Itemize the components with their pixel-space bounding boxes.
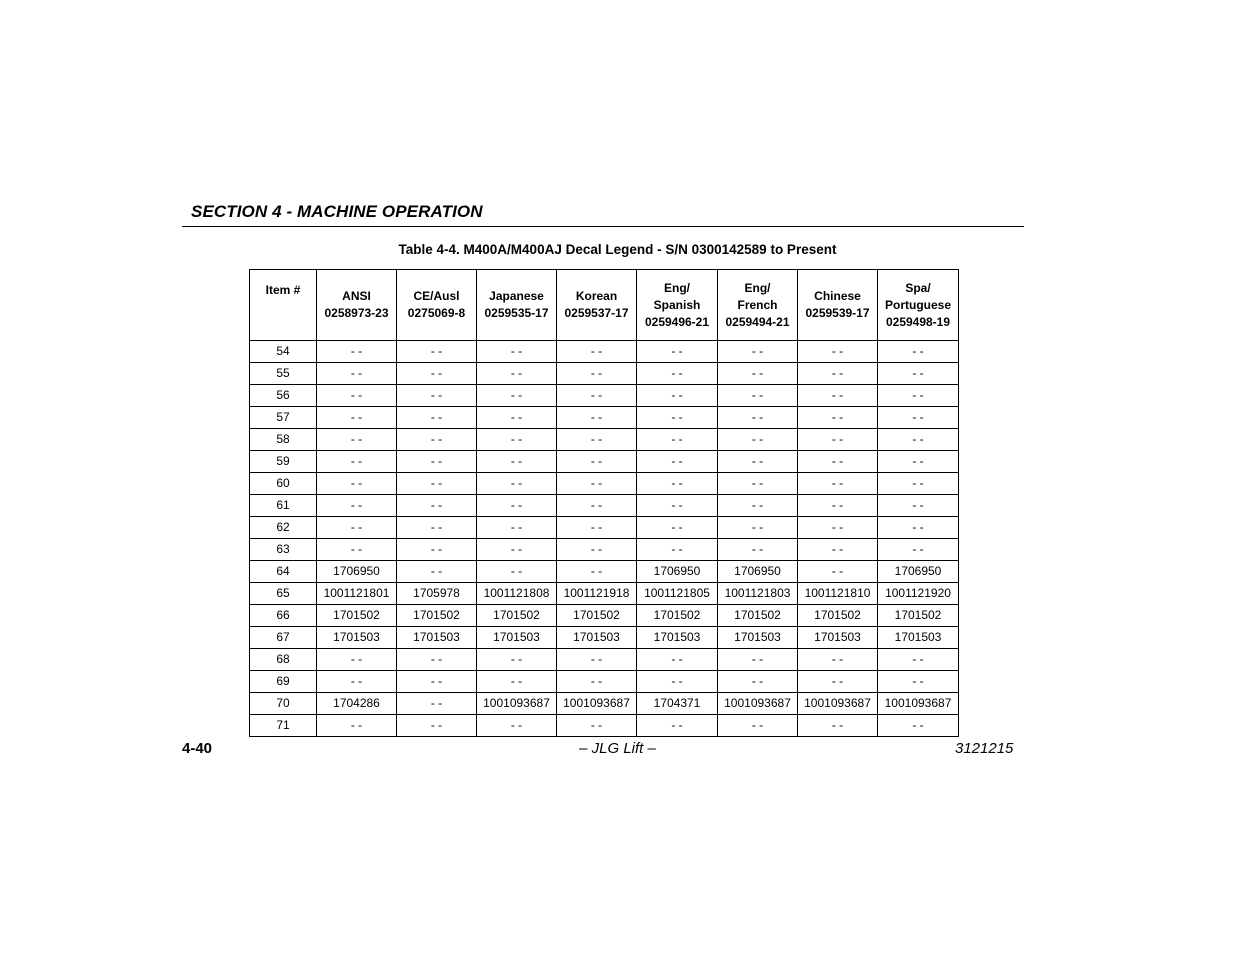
decal-part-cell: 1704371 xyxy=(637,693,718,715)
decal-legend-table xyxy=(249,269,959,737)
decal-part-cell: - - xyxy=(477,649,557,671)
decal-part-cell: - - xyxy=(557,451,637,473)
decal-part-cell: 1706950 xyxy=(317,561,397,583)
column-header-line: Korean xyxy=(575,289,618,303)
column-header xyxy=(798,270,878,341)
table-row xyxy=(250,605,959,627)
decal-part-cell: - - xyxy=(397,363,477,385)
decal-part-cell: - - xyxy=(637,341,718,363)
column-header xyxy=(317,270,397,341)
decal-part-cell: - - xyxy=(397,407,477,429)
decal-part-cell: - - xyxy=(637,473,718,495)
decal-part-cell: 1001093687 xyxy=(878,693,959,715)
decal-part-cell: - - xyxy=(477,495,557,517)
column-header xyxy=(250,270,317,341)
decal-part-cell: - - xyxy=(317,715,397,737)
decal-part-cell: - - xyxy=(397,451,477,473)
item-number-cell: 55 xyxy=(250,363,317,385)
decal-part-cell: 1001121801 xyxy=(317,583,397,605)
decal-part-cell: - - xyxy=(317,451,397,473)
decal-part-cell: - - xyxy=(798,451,878,473)
column-header-line: Eng/ xyxy=(744,280,771,295)
item-number-cell: 60 xyxy=(250,473,317,495)
decal-part-cell: - - xyxy=(878,385,959,407)
decal-part-cell: - - xyxy=(557,561,637,583)
column-header-line: Eng/ xyxy=(664,280,690,295)
decal-part-cell: - - xyxy=(718,363,798,385)
decal-part-cell: - - xyxy=(718,649,798,671)
decal-part-cell: 1701503 xyxy=(798,627,878,649)
table-row xyxy=(250,451,959,473)
column-header xyxy=(477,270,557,341)
column-header xyxy=(878,270,959,341)
decal-part-cell: 1701502 xyxy=(718,605,798,627)
decal-part-cell: - - xyxy=(637,649,718,671)
table-row xyxy=(250,671,959,693)
decal-part-cell: 1701502 xyxy=(798,605,878,627)
column-header-line: Spa/ xyxy=(905,280,931,295)
item-number-cell: 69 xyxy=(250,671,317,693)
decal-part-cell: - - xyxy=(718,407,798,429)
decal-part-cell: 1001121803 xyxy=(718,583,798,605)
item-number-cell: 59 xyxy=(250,451,317,473)
decal-part-cell: - - xyxy=(397,385,477,407)
decal-part-cell: - - xyxy=(718,517,798,539)
column-header xyxy=(557,270,637,341)
decal-part-cell: - - xyxy=(718,495,798,517)
decal-part-cell: 1701503 xyxy=(397,627,477,649)
decal-part-cell: - - xyxy=(477,473,557,495)
decal-part-cell: 1701503 xyxy=(317,627,397,649)
decal-part-cell: - - xyxy=(878,517,959,539)
decal-part-cell: - - xyxy=(317,429,397,451)
decal-part-cell: - - xyxy=(317,539,397,561)
item-number-cell: 57 xyxy=(250,407,317,429)
decal-part-cell: - - xyxy=(477,539,557,561)
column-header-line: 0259535-17 xyxy=(484,306,549,320)
table-row xyxy=(250,627,959,649)
decal-part-cell: - - xyxy=(557,649,637,671)
decal-part-cell: - - xyxy=(718,429,798,451)
decal-part-cell: 1001121808 xyxy=(477,583,557,605)
decal-part-cell: - - xyxy=(397,539,477,561)
decal-part-cell: 1704286 xyxy=(317,693,397,715)
decal-part-cell: - - xyxy=(718,385,798,407)
decal-part-cell: - - xyxy=(878,451,959,473)
decal-part-cell: - - xyxy=(317,341,397,363)
table-row xyxy=(250,649,959,671)
decal-part-cell: - - xyxy=(557,407,637,429)
decal-part-cell: - - xyxy=(878,363,959,385)
table-body xyxy=(250,341,959,737)
table-row xyxy=(250,473,959,495)
item-number-cell: 61 xyxy=(250,495,317,517)
item-number-cell: 63 xyxy=(250,539,317,561)
decal-part-cell: - - xyxy=(557,671,637,693)
decal-part-cell: - - xyxy=(718,715,798,737)
decal-part-cell: - - xyxy=(798,407,878,429)
decal-part-cell: - - xyxy=(557,517,637,539)
decal-part-cell: - - xyxy=(397,693,477,715)
decal-part-cell: 1705978 xyxy=(397,583,477,605)
decal-part-cell: - - xyxy=(637,539,718,561)
item-number-cell: 65 xyxy=(250,583,317,605)
column-header xyxy=(718,270,798,341)
decal-part-cell: 1001121810 xyxy=(798,583,878,605)
decal-part-cell: - - xyxy=(878,671,959,693)
decal-part-cell: 1706950 xyxy=(637,561,718,583)
decal-part-cell: - - xyxy=(637,715,718,737)
decal-part-cell: - - xyxy=(397,649,477,671)
decal-part-cell: 1701503 xyxy=(557,627,637,649)
decal-part-cell: - - xyxy=(557,385,637,407)
table-row xyxy=(250,517,959,539)
decal-part-cell: 1701502 xyxy=(477,605,557,627)
decal-part-cell: - - xyxy=(477,363,557,385)
table-row xyxy=(250,693,959,715)
decal-part-cell: 1701503 xyxy=(718,627,798,649)
column-header-line: Spanish xyxy=(653,297,701,312)
table-row xyxy=(250,341,959,363)
header-row xyxy=(250,270,959,341)
decal-part-cell: - - xyxy=(798,473,878,495)
decal-part-cell: 1001093687 xyxy=(477,693,557,715)
decal-part-cell: - - xyxy=(477,517,557,539)
decal-part-cell: - - xyxy=(317,407,397,429)
column-header xyxy=(397,270,477,341)
decal-part-cell: - - xyxy=(317,517,397,539)
decal-part-cell: - - xyxy=(477,341,557,363)
column-header-line: 0275069-8 xyxy=(407,306,466,320)
item-number-cell: 67 xyxy=(250,627,317,649)
decal-part-cell: - - xyxy=(878,429,959,451)
table-row xyxy=(250,715,959,737)
decal-part-cell: - - xyxy=(798,671,878,693)
decal-part-cell: - - xyxy=(477,451,557,473)
item-number-cell: 64 xyxy=(250,561,317,583)
decal-part-cell: - - xyxy=(317,495,397,517)
decal-part-cell: - - xyxy=(798,495,878,517)
decal-part-cell: - - xyxy=(477,561,557,583)
decal-part-cell: - - xyxy=(637,407,718,429)
decal-part-cell: 1701503 xyxy=(477,627,557,649)
decal-part-cell: - - xyxy=(397,473,477,495)
decal-part-cell: - - xyxy=(477,385,557,407)
decal-part-cell: - - xyxy=(798,539,878,561)
decal-part-cell: - - xyxy=(718,451,798,473)
decal-part-cell: 1701502 xyxy=(557,605,637,627)
decal-part-cell: - - xyxy=(798,385,878,407)
decal-part-cell: - - xyxy=(798,561,878,583)
decal-part-cell: - - xyxy=(718,341,798,363)
footer-brand: – JLG Lift – xyxy=(579,740,656,757)
decal-part-cell: - - xyxy=(557,539,637,561)
column-header-line: 0259539-17 xyxy=(805,306,870,320)
column-header-line: 0258973-23 xyxy=(324,306,389,320)
decal-part-cell: - - xyxy=(397,671,477,693)
decal-part-cell: - - xyxy=(397,561,477,583)
column-header-line: 0259494-21 xyxy=(725,314,790,329)
table-row xyxy=(250,539,959,561)
column-header-line: Portuguese xyxy=(884,297,951,312)
decal-part-cell: 1701502 xyxy=(637,605,718,627)
decal-part-cell: - - xyxy=(557,363,637,385)
decal-part-cell: - - xyxy=(477,407,557,429)
table-header xyxy=(250,270,959,341)
decal-part-cell: - - xyxy=(798,341,878,363)
decal-part-cell: - - xyxy=(397,341,477,363)
decal-part-cell: - - xyxy=(718,539,798,561)
table-row xyxy=(250,561,959,583)
decal-part-cell: 1001121920 xyxy=(878,583,959,605)
decal-part-cell: - - xyxy=(557,715,637,737)
decal-part-cell: 1001093687 xyxy=(798,693,878,715)
decal-part-cell: - - xyxy=(557,429,637,451)
decal-part-cell: 1001093687 xyxy=(557,693,637,715)
column-header-line: CE/Ausl xyxy=(413,289,460,303)
decal-part-cell: - - xyxy=(317,385,397,407)
decal-part-cell: - - xyxy=(798,649,878,671)
decal-part-cell: - - xyxy=(878,539,959,561)
decal-part-cell: - - xyxy=(637,671,718,693)
item-number-cell: 70 xyxy=(250,693,317,715)
decal-part-cell: - - xyxy=(878,715,959,737)
table-title: Table 4-4. M400A/M400AJ Decal Legend - S/N 0300142589 to Present xyxy=(398,242,837,257)
decal-part-cell: 1701503 xyxy=(637,627,718,649)
decal-part-cell: - - xyxy=(878,473,959,495)
decal-part-cell: - - xyxy=(878,495,959,517)
decal-part-cell: - - xyxy=(397,517,477,539)
decal-part-cell: - - xyxy=(718,671,798,693)
decal-part-cell: - - xyxy=(718,473,798,495)
decal-part-cell: 1701503 xyxy=(878,627,959,649)
decal-part-cell: - - xyxy=(317,363,397,385)
item-number-cell: 71 xyxy=(250,715,317,737)
decal-part-cell: - - xyxy=(317,671,397,693)
table-row xyxy=(250,407,959,429)
decal-part-cell: - - xyxy=(397,495,477,517)
document-number: 3121215 xyxy=(955,740,1014,757)
decal-part-cell: 1001121805 xyxy=(637,583,718,605)
column-header-line: 0259498-19 xyxy=(885,314,951,329)
decal-part-cell: - - xyxy=(878,649,959,671)
item-number-cell: 56 xyxy=(250,385,317,407)
decal-part-cell: - - xyxy=(798,517,878,539)
column-header-line: 0259537-17 xyxy=(564,306,629,320)
column-header xyxy=(637,270,718,341)
decal-part-cell: - - xyxy=(798,715,878,737)
header-rule xyxy=(182,226,1024,227)
decal-part-cell: - - xyxy=(637,385,718,407)
decal-part-cell: - - xyxy=(477,671,557,693)
decal-part-cell: 1701502 xyxy=(397,605,477,627)
table-row xyxy=(250,583,959,605)
decal-part-cell: - - xyxy=(878,407,959,429)
decal-part-cell: - - xyxy=(477,715,557,737)
column-header-line: ANSI xyxy=(342,289,371,303)
decal-part-cell: - - xyxy=(637,495,718,517)
decal-part-cell: - - xyxy=(397,429,477,451)
item-number-cell: 68 xyxy=(250,649,317,671)
table-row xyxy=(250,363,959,385)
decal-part-cell: - - xyxy=(557,495,637,517)
decal-part-cell: - - xyxy=(798,429,878,451)
decal-part-cell: - - xyxy=(637,517,718,539)
decal-part-cell: - - xyxy=(477,429,557,451)
column-header-line: Chinese xyxy=(814,289,861,303)
decal-part-cell: - - xyxy=(798,363,878,385)
decal-part-cell: - - xyxy=(878,341,959,363)
table-row xyxy=(250,495,959,517)
column-header-line: French xyxy=(737,297,778,312)
decal-part-cell: - - xyxy=(637,429,718,451)
decal-part-cell: 1001093687 xyxy=(718,693,798,715)
decal-part-cell: - - xyxy=(397,715,477,737)
decal-part-cell: 1701502 xyxy=(317,605,397,627)
page-number: 4-40 xyxy=(182,740,213,757)
decal-part-cell: 1701502 xyxy=(878,605,959,627)
table-row xyxy=(250,429,959,451)
item-number-cell: 62 xyxy=(250,517,317,539)
decal-part-cell: - - xyxy=(557,473,637,495)
section-title: SECTION 4 - MACHINE OPERATION xyxy=(191,202,483,221)
decal-part-cell: - - xyxy=(317,473,397,495)
item-number-cell: 54 xyxy=(250,341,317,363)
decal-part-cell: - - xyxy=(317,649,397,671)
table-row xyxy=(250,385,959,407)
decal-part-cell: - - xyxy=(557,341,637,363)
decal-part-cell: 1706950 xyxy=(878,561,959,583)
item-number-cell: 58 xyxy=(250,429,317,451)
decal-part-cell: - - xyxy=(637,363,718,385)
decal-part-cell: 1706950 xyxy=(718,561,798,583)
column-header-line: Item # xyxy=(265,283,301,297)
decal-part-cell: 1001121918 xyxy=(557,583,637,605)
column-header-line: 0259496-21 xyxy=(644,314,710,329)
decal-part-cell: - - xyxy=(637,451,718,473)
item-number-cell: 66 xyxy=(250,605,317,627)
column-header-line: Japanese xyxy=(489,289,544,303)
